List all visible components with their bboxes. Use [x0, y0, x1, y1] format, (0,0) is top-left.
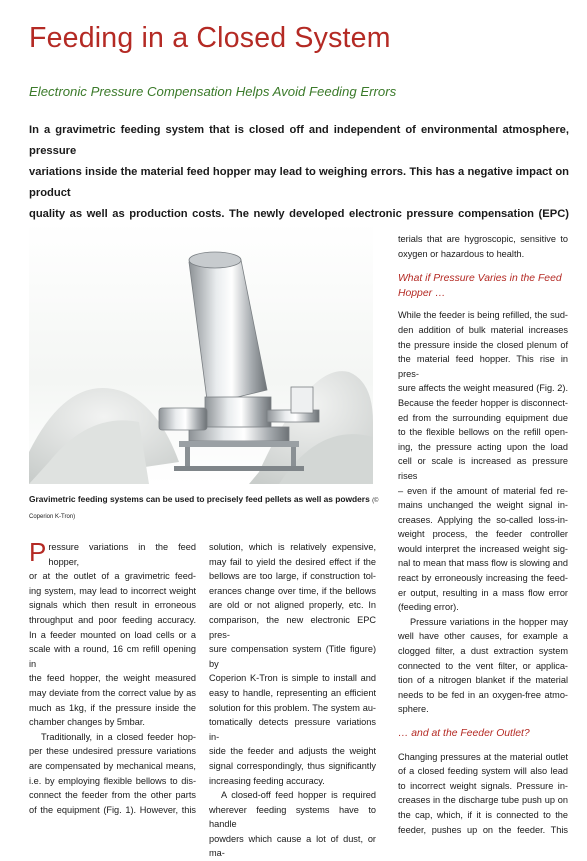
text-line: the feed hopper, the weight measured [29, 673, 196, 684]
body-column-1 [29, 537, 196, 817]
text-line: creases. Applying the so-called loss-in- [398, 514, 568, 525]
caption-text: Gravimetric feeding systems can be used to precisely feed pellets as well as powders [29, 494, 370, 504]
section-heading: Hopper … [398, 287, 446, 299]
text-line: connected to the vent filter, or applica- [398, 660, 568, 671]
text-line: of the equipment (Fig. 1). However, this [29, 804, 196, 815]
text-line: weight process, the feeder controller [398, 529, 568, 540]
text-line: connect the feeder from the other parts [29, 790, 196, 801]
text-line: bellows are too large, if construction tol- [209, 571, 376, 582]
text-line: creases in the discharge tube push up on [398, 795, 568, 806]
text-line: solution for this problem. The system au- [209, 702, 376, 713]
text-line: Changing pressures at the material outlet [398, 751, 568, 762]
text-line: per these undesired pressure variations [29, 746, 196, 757]
text-line: signals which then result in erroneous [29, 600, 196, 611]
text-line: terials that are hygroscopic, sensitive to [398, 234, 568, 244]
text-line: much as 1kg, if the pressure inside the [29, 702, 196, 713]
text-line: react by erroneously increasing the feed- [398, 573, 568, 584]
text-line: to the flexible bellows on the refill open- [398, 427, 568, 438]
text-line: sure compensation system (Title figure) by [209, 644, 376, 669]
text-line: are compensated by mechanical means, [29, 760, 196, 771]
text-line: ing system, may lead to incorrect weight [29, 585, 196, 596]
text-line: mains unchanged the weight signal in- [398, 500, 568, 511]
text-line: signal correspondingly, thus significantly [209, 760, 376, 771]
text-line: or at the outlet of a gravimetric feed- [29, 571, 196, 582]
body-column-2 [209, 540, 376, 861]
text-line: – even if the amount of material fed re- [398, 485, 568, 496]
text-line: Pressure variations in the hopper may [410, 616, 568, 627]
text-line: would interpret the increased weight sig- [398, 543, 568, 554]
text-line: ed from the surrounding equipment due [398, 412, 568, 423]
section-heading: What if Pressure Varies in the Feed [398, 273, 562, 285]
text-line: tomatically detects pressure variations in- [209, 717, 376, 742]
text-line: increasing feeding accuracy. [209, 775, 325, 786]
text-line: sphere. [398, 704, 429, 715]
drop-cap: P [29, 537, 47, 567]
text-line: side the feeder and adjusts the weight [209, 746, 376, 757]
text-line: nal to mean that mass flow is slowing and [398, 558, 568, 569]
text-line: erances change over time, if the bellows [209, 585, 376, 596]
text-line: of a closed feeding system will also lead [398, 766, 568, 777]
text-line: well have other causes, for example a [398, 631, 568, 642]
text-line: feeder, pushes up on the feeder. This [398, 824, 568, 835]
text-line: easy to handle, representing an efficient [209, 687, 376, 698]
feeder-illustration [29, 222, 373, 484]
text-line: den addition of bulk material increases [398, 324, 568, 335]
article-title: Feeding in a Closed System [29, 22, 391, 54]
text-line: the pressure inside the closed plenum of [398, 339, 568, 350]
text-line: needs to be fed in an oxygen-free atmo- [398, 689, 568, 700]
text-line: Coperion K-Tron is simple to install and [209, 673, 376, 684]
body-column-3 [398, 232, 568, 837]
article-subtitle: Electronic Pressure Compensation Helps Avoid Feeding Errors [29, 84, 397, 99]
text-line: A closed-off feed hopper is required [221, 790, 376, 801]
text-line: i.e. by employing flexible bellows to dis- [29, 775, 196, 786]
text-line: scale with a round, 16 cm refill opening in [29, 644, 196, 669]
text-line: may deviate from the correct value by as [29, 687, 196, 698]
text-line: comparison, the new electronic EPC pres- [209, 614, 376, 640]
caption-credit: (© Coperion K-Tron) [29, 498, 379, 520]
text-line: solution, which is relatively expensive, [209, 542, 376, 552]
text-line: ressure variations in the feed hopper, [48, 542, 196, 567]
text-line: In a feeder mounted on load cells or a [29, 629, 196, 640]
text-line: to incorrect weight signals. Pressure in- [398, 780, 568, 791]
text-line: clogged filter, a dust extraction system [398, 646, 568, 657]
text-line: cell or scale is increased as pressure rises [398, 456, 568, 481]
text-line: tion of a nitrogen blanket if the material [398, 675, 568, 686]
text-line: the material feed hopper. This rise in pres- [398, 354, 568, 379]
figure-caption [29, 492, 379, 524]
text-line: the cap, which, if it is connected to the [398, 809, 568, 820]
text-line: er output, resulting in a mass flow error [398, 587, 568, 598]
intro-line: variations inside the material feed hopper may lead to weighing errors. This has a negative impact on product [29, 166, 569, 199]
intro-line: quality as well as production costs. The newly developed electronic pressure compensation (EPC) [29, 208, 569, 220]
text-line: ing, the pressure acting upon the load [398, 441, 568, 452]
text-line: throughput and poor feeding accuracy. [29, 614, 196, 625]
text-line: chamber changes by 5mbar. [29, 717, 145, 728]
text-line: Traditionally, in a closed feeder hop- [41, 731, 196, 742]
text-line: While the feeder is being refilled, the sud- [398, 310, 568, 321]
text-line: wherever feeding systems have to handle [209, 804, 376, 830]
text-line: sure affects the weight measured (Fig. 2). [398, 383, 568, 394]
text-line: (feeding error). [398, 602, 459, 613]
text-line: powders which cause a lot of dust, or ma- [209, 833, 376, 859]
text-line: oxygen or hazardous to health. [398, 248, 525, 259]
text-line: Because the feeder hopper is disconnect- [398, 397, 568, 408]
text-line: are old or not aligned properly, etc. In [209, 600, 376, 611]
feeder-photo [29, 222, 373, 484]
intro-line: In a gravimetric feeding system that is closed off and independent of environmental atmosphere, pressure [29, 124, 569, 157]
text-line: may fail to yield the desired effect if the [209, 556, 376, 567]
section-heading: … and at the Feeder Outlet? [398, 728, 530, 739]
